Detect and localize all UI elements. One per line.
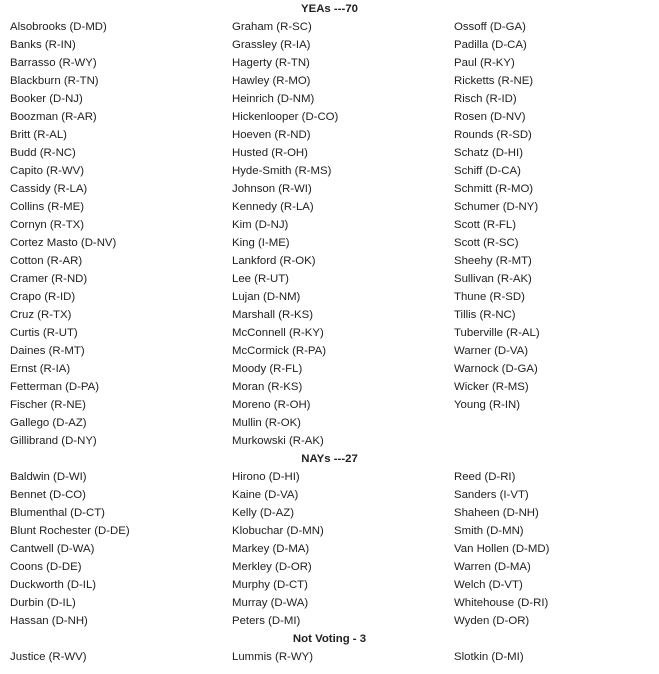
senator-name: Blumenthal (D-CT) <box>10 507 105 519</box>
senator-name: Lujan (D-NM) <box>232 291 301 303</box>
senator-name: Klobuchar (D-MN) <box>232 525 324 537</box>
nays-row <box>0 468 659 486</box>
senator-name: Lummis (R-WY) <box>232 651 313 663</box>
yeas-row <box>0 18 659 36</box>
senator-name: Ricketts (R-NE) <box>454 75 534 87</box>
senator-name: Grassley (R-IA) <box>232 39 311 51</box>
senator-name: Hirono (D-HI) <box>232 471 300 483</box>
nays-row <box>0 594 659 612</box>
senator-name: Wyden (D-OR) <box>454 615 530 627</box>
yeas-row <box>0 90 659 108</box>
yeas-row <box>0 54 659 72</box>
yeas-row <box>0 180 659 198</box>
senator-name: Baldwin (D-WI) <box>10 471 87 483</box>
nays-heading-row <box>0 450 659 468</box>
senator-name: Graham (R-SC) <box>232 21 312 33</box>
senator-name: Moreno (R-OH) <box>232 399 311 411</box>
senator-name: Van Hollen (D-MD) <box>454 543 550 555</box>
empty-cell <box>444 432 659 450</box>
senator-name: Blunt Rochester (D-DE) <box>10 525 130 537</box>
yeas-row <box>0 72 659 90</box>
yeas-row <box>0 270 659 288</box>
senator-name: Reed (D-RI) <box>454 471 516 483</box>
senator-name: Daines (R-MT) <box>10 345 85 357</box>
senator-name: Hyde-Smith (R-MS) <box>232 165 332 177</box>
senator-name: Moran (R-KS) <box>232 381 303 393</box>
senator-name: Warner (D-VA) <box>454 345 529 357</box>
senator-name: Mullin (R-OK) <box>232 417 301 429</box>
senator-name: Merkley (D-OR) <box>232 561 312 573</box>
senator-name: Blackburn (R-TN) <box>10 75 99 87</box>
senator-name: Capito (R-WV) <box>10 165 85 177</box>
senator-name: Cruz (R-TX) <box>10 309 72 321</box>
senator-name: Budd (R-NC) <box>10 147 76 159</box>
yeas-row <box>0 306 659 324</box>
senator-name: Cassidy (R-LA) <box>10 183 88 195</box>
senator-name: Banks (R-IN) <box>10 39 76 51</box>
senator-name: Britt (R-AL) <box>10 129 67 141</box>
nays-row <box>0 612 659 630</box>
nays-row <box>0 522 659 540</box>
yeas-row <box>0 360 659 378</box>
senator-name: Sullivan (R-AK) <box>454 273 532 285</box>
not-voting-heading-row <box>0 630 659 648</box>
senator-name: Young (R-IN) <box>454 399 521 411</box>
senator-name: Booker (D-NJ) <box>10 93 83 105</box>
senator-name: Fischer (R-NE) <box>10 399 86 411</box>
nays-heading: NAYs ---27 <box>301 453 358 465</box>
senator-name: McConnell (R-KY) <box>232 327 324 339</box>
nays-row <box>0 558 659 576</box>
senator-name: Thune (R-SD) <box>454 291 525 303</box>
yeas-heading: YEAs ---70 <box>301 3 358 15</box>
senator-name: Lee (R-UT) <box>232 273 289 285</box>
senator-name: Ernst (R-IA) <box>10 363 71 375</box>
senator-name: Scott (R-SC) <box>454 237 519 249</box>
senator-name: Welch (D-VT) <box>454 579 523 591</box>
senator-name: Hoeven (R-ND) <box>232 129 311 141</box>
yeas-row <box>0 252 659 270</box>
yeas-row <box>0 198 659 216</box>
nays-row <box>0 486 659 504</box>
senator-name: Smith (D-MN) <box>454 525 524 537</box>
yeas-row <box>0 144 659 162</box>
yeas-row <box>0 378 659 396</box>
senator-name: Rounds (R-SD) <box>454 129 532 141</box>
yeas-row <box>0 36 659 54</box>
yeas-row <box>0 234 659 252</box>
senator-name: Peters (D-MI) <box>232 615 301 627</box>
nays-row <box>0 576 659 594</box>
senator-name: Markey (D-MA) <box>232 543 310 555</box>
senator-name: Schumer (D-NY) <box>454 201 539 213</box>
senator-name: Schiff (D-CA) <box>454 165 521 177</box>
senator-name: Tillis (R-NC) <box>454 309 516 321</box>
senator-name: Warren (D-MA) <box>454 561 531 573</box>
senator-name: Cotton (R-AR) <box>10 255 83 267</box>
yeas-row <box>0 216 659 234</box>
yeas-row <box>0 432 659 450</box>
senator-name: Hassan (D-NH) <box>10 615 88 627</box>
senator-name: Barrasso (R-WY) <box>10 57 97 69</box>
yeas-row <box>0 126 659 144</box>
yeas-heading-row <box>0 0 659 18</box>
senator-name: Husted (R-OH) <box>232 147 308 159</box>
senator-name: Justice (R-WV) <box>10 651 87 663</box>
senator-name: McCormick (R-PA) <box>232 345 327 357</box>
not-voting-row <box>0 648 659 666</box>
senator-name: Durbin (D-IL) <box>10 597 76 609</box>
senator-name: Murphy (D-CT) <box>232 579 308 591</box>
senator-name: Whitehouse (D-RI) <box>454 597 549 609</box>
senator-name: Warnock (D-GA) <box>454 363 538 375</box>
senator-name: Paul (R-KY) <box>454 57 515 69</box>
senator-name: Scott (R-FL) <box>454 219 517 231</box>
senator-name: Cornyn (R-TX) <box>10 219 85 231</box>
yeas-row <box>0 396 659 414</box>
senator-name: Hagerty (R-TN) <box>232 57 310 69</box>
senator-name: Duckworth (D-IL) <box>10 579 97 591</box>
senator-name: Slotkin (D-MI) <box>454 651 524 663</box>
senator-name: Crapo (R-ID) <box>10 291 76 303</box>
senator-name: Cantwell (D-WA) <box>10 543 95 555</box>
senator-name: King (I-ME) <box>232 237 290 249</box>
yeas-row <box>0 324 659 342</box>
senator-name: Sanders (I-VT) <box>454 489 529 501</box>
yeas-row <box>0 414 659 432</box>
nays-row <box>0 540 659 558</box>
nays-row <box>0 504 659 522</box>
senator-name: Moody (R-FL) <box>232 363 303 375</box>
not-voting-heading: Not Voting - 3 <box>292 633 367 645</box>
senator-name: Lankford (R-OK) <box>232 255 316 267</box>
senator-name: Ossoff (D-GA) <box>454 21 526 33</box>
yeas-row <box>0 288 659 306</box>
senator-name: Murkowski (R-AK) <box>232 435 324 447</box>
senator-name: Bennet (D-CO) <box>10 489 86 501</box>
yeas-row <box>0 342 659 360</box>
yeas-row <box>0 108 659 126</box>
senator-name: Risch (R-ID) <box>454 93 517 105</box>
senator-name: Kennedy (R-LA) <box>232 201 314 213</box>
senator-name: Coons (D-DE) <box>10 561 82 573</box>
senator-name: Padilla (D-CA) <box>454 39 527 51</box>
senator-name: Curtis (R-UT) <box>10 327 78 339</box>
senator-name: Sheehy (R-MT) <box>454 255 532 267</box>
senator-name: Hawley (R-MO) <box>232 75 311 87</box>
senator-name: Gallego (D-AZ) <box>10 417 87 429</box>
senator-name: Kim (D-NJ) <box>232 219 289 231</box>
senator-name: Gillibrand (D-NY) <box>10 435 97 447</box>
senator-name: Hickenlooper (D-CO) <box>232 111 339 123</box>
senator-name: Heinrich (D-NM) <box>232 93 315 105</box>
senator-name: Collins (R-ME) <box>10 201 85 213</box>
senator-name: Wicker (R-MS) <box>454 381 529 393</box>
senator-name: Rosen (D-NV) <box>454 111 526 123</box>
senator-name: Murray (D-WA) <box>232 597 309 609</box>
senator-name: Marshall (R-KS) <box>232 309 314 321</box>
senator-name: Shaheen (D-NH) <box>454 507 539 519</box>
senator-name: Johnson (R-WI) <box>232 183 312 195</box>
empty-cell <box>444 414 659 432</box>
senator-name: Alsobrooks (D-MD) <box>10 21 107 33</box>
senator-name: Kaine (D-VA) <box>232 489 299 501</box>
senator-name: Tuberville (R-AL) <box>454 327 540 339</box>
senator-name: Kelly (D-AZ) <box>232 507 295 519</box>
senator-name: Cramer (R-ND) <box>10 273 88 285</box>
senator-name: Schmitt (R-MO) <box>454 183 534 195</box>
senator-name: Cortez Masto (D-NV) <box>10 237 117 249</box>
senator-name: Boozman (R-AR) <box>10 111 97 123</box>
senator-name: Fetterman (D-PA) <box>10 381 100 393</box>
yeas-row <box>0 162 659 180</box>
senator-name: Schatz (D-HI) <box>454 147 523 159</box>
